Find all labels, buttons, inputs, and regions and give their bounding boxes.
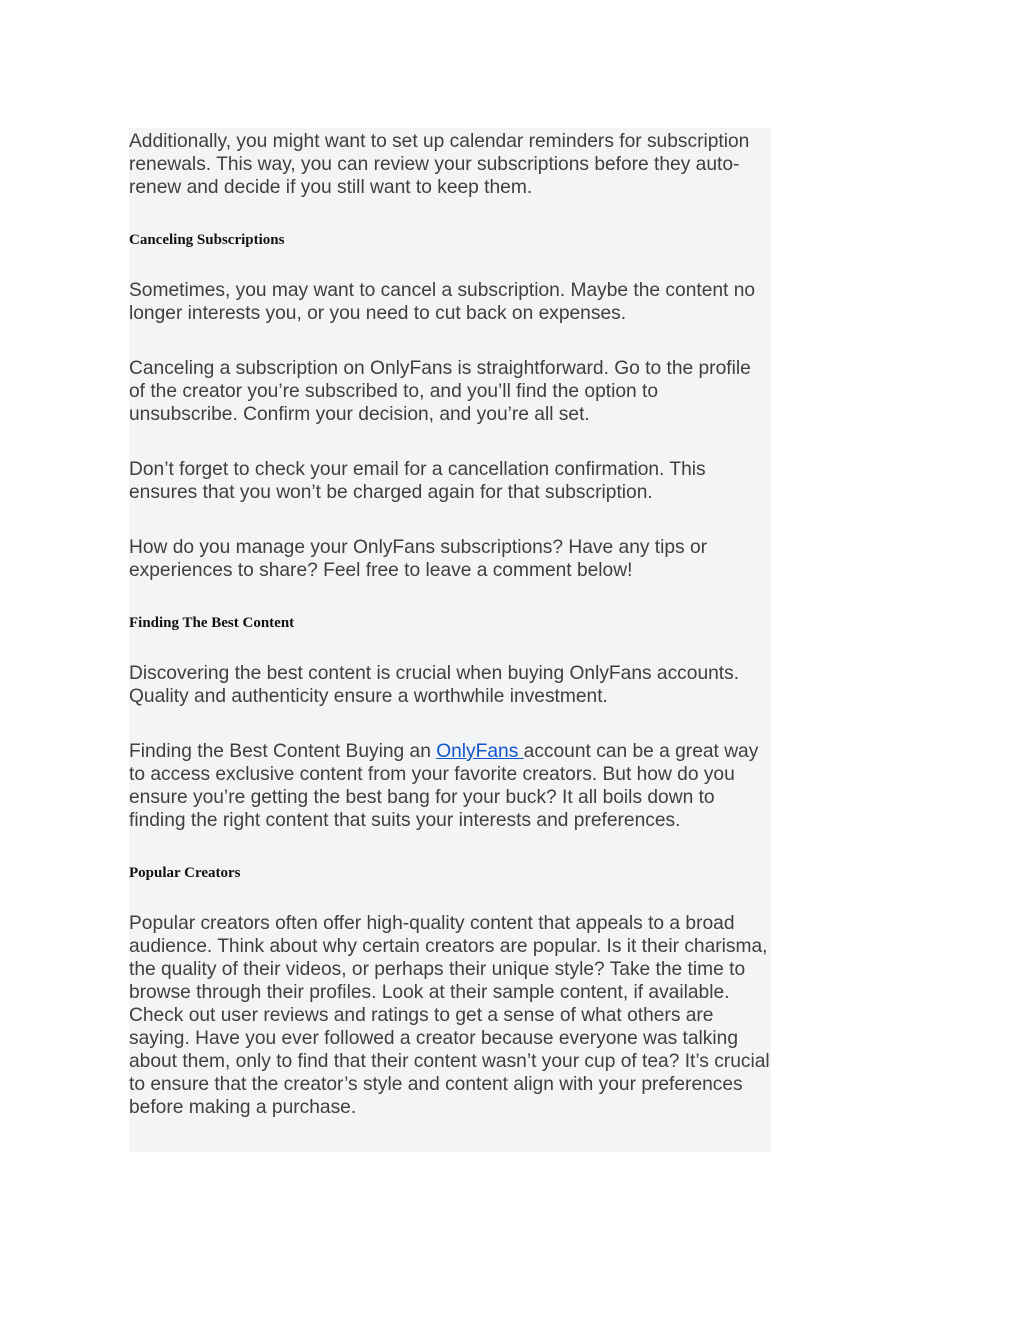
heading-finding-best-content: Finding The Best Content xyxy=(129,615,295,631)
article-content-block xyxy=(129,128,771,1152)
paragraph-calendar-reminders: Additionally, you might want to set up calendar reminders for subscription renewals. This way, you can review your subscriptions before they auto-renew and decide if you still want to keep them. xyxy=(129,131,750,198)
paragraph-cancel-confirmation: Don’t forget to check your email for a cancellation confirmation. This ensures that you won’t be charged again for that subscription. xyxy=(129,459,706,503)
paragraph-comment-prompt: How do you manage your OnlyFans subscriptions? Have any tips or experiences to share? Feel free to leave a comment below! xyxy=(129,537,708,581)
paragraph-popular-creators: Popular creators often offer high-quality content that appeals to a broad audience. Think about why certain creators are popular. Is it their charisma, the quality of their videos, or perhaps their unique style? Take the time to browse through their profiles. Look at their sample content, if available. Check out user reviews and ratings to get a sense of what others are saying. Have you ever followed a creator because everyone was talking about them, only to find that their content wasn’t your cup of tea? It’s crucial to ensure that the creator’s style and content align with your preferences before making a purchase. xyxy=(129,913,770,1118)
onlyfans-link[interactable]: OnlyFans xyxy=(436,741,524,762)
paragraph-cancel-steps: Canceling a subscription on OnlyFans is straightforward. Go to the profile of the creator you’re subscribed to, and you’ll find the option to unsubscribe. Confirm your decision, and you’re all set. xyxy=(129,358,751,425)
paragraph-cancel-reasons: Sometimes, you may want to cancel a subscription. Maybe the content no longer interests you, or you need to cut back on expenses. xyxy=(129,280,756,324)
paragraph-finding-best-content xyxy=(129,740,771,832)
heading-canceling-subscriptions: Canceling Subscriptions xyxy=(129,232,285,248)
paragraph-text-before-link: Finding the Best Content Buying an xyxy=(129,741,437,762)
paragraph-discovering-content: Discovering the best content is crucial when buying OnlyFans accounts. Quality and authenticity ensure a worthwhile investment. xyxy=(129,663,740,707)
heading-popular-creators: Popular Creators xyxy=(129,865,241,881)
paragraph-text-after-link: account can be a great way to access exclusive content from your favorite creators. But how do you ensure you’re getting the best bang for your buck? It all boils down to finding the right content that suits your interests and preferences. xyxy=(129,741,759,831)
